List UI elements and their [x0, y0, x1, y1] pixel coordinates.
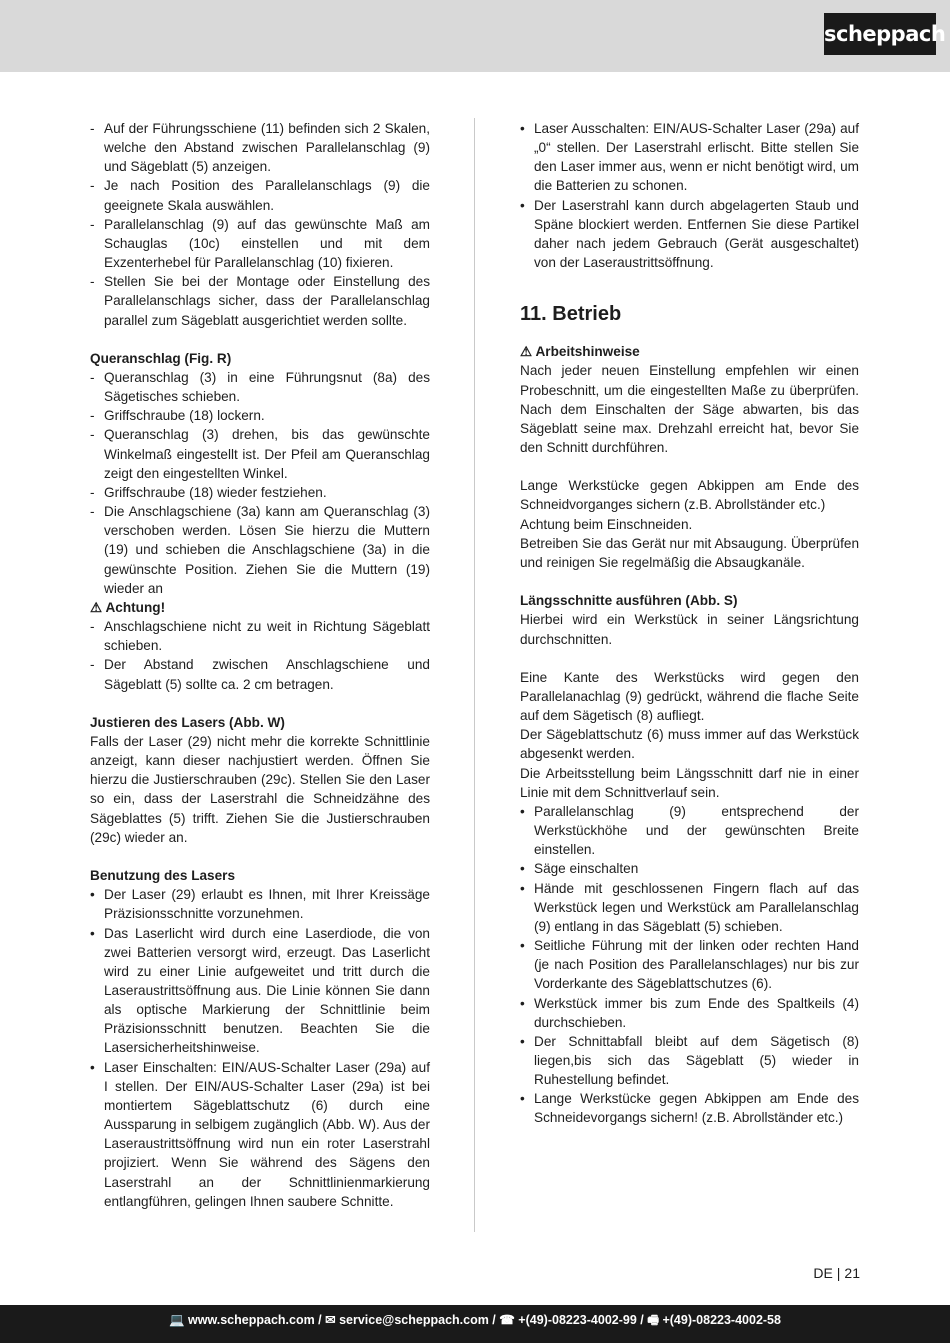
list-item: • Laser Ausschalten: EIN/AUS-Schalter Laser (29a) auf „0“ stellen. Der Laserstrahl erlischt. Bitte stellen Sie den Laser immer aus, wenn er nicht benötigt wird, um die Batterien zu schonen. [520, 121, 859, 194]
section-title: 11. Betrieb [520, 303, 622, 326]
list-item: - Parallelanschlag (9) auf das gewünschte Maß am Schauglas (10c) einstellen und mit dem Exzenterhebel für Parallelanschlag (10) fixieren. [90, 216, 430, 271]
list-item: • Hände mit geschlossenen Fingern flach auf das Werkstück legen und Werkstück am Parallelanschlag (9) entlang in das Sägeblatt (5) schieben. [520, 880, 859, 934]
list-item: • Werkstück immer bis zum Ende des Spaltkeils (4) durchschieben. [520, 995, 859, 1030]
list-item: • Laser Einschalten: EIN/AUS-Schalter Laser (29a) auf I stellen. Der EIN/AUS-Schalter Laser (29a) ist bei montiertem Sägeblattschutz (6) durch eine Aussparung in selbigem zugänglich (Abb. W). Aus der Laseraustrittsöffnung wird nun ein roter Laserstrahl projiziert. Wenn Sie während des Sägens den Laserstrahl an der Schnittlinienmarkierung entlangführen, gelingen Ihnen saubere Schnitte. [90, 1059, 430, 1209]
column-divider [474, 118, 475, 1232]
list-item: - Der Abstand zwischen Anschlagschiene und Sägeblatt (5) sollte ca. 2 cm betragen. [90, 657, 430, 692]
heading-arbeitshinweise: ⚠ Arbeitshinweise [520, 344, 640, 360]
paragraph: Die Arbeitsstellung beim Längsschnitt darf nie in einer Linie mit dem Schnittverlauf sein. [520, 765, 859, 800]
language-code: DE [813, 1265, 833, 1281]
paragraph: Falls der Laser (29) nicht mehr die korrekte Schnittlinie anzeigt, kann dieser nachjustiert werden. Öffnen Sie hierzu die Justierschrauben (29c). Stellen Sie den Laser so ein, dass der Laserstrahl die Schneidzähne des Sägeblattes (5) trifft. Ziehen Sie die Justierschrauben (29c) wieder an. [90, 733, 430, 845]
list-item: - Griffschraube (18) lockern. [90, 408, 265, 424]
page-header [0, 0, 950, 72]
paragraph: Achtung beim Einschneiden. [520, 516, 693, 532]
heading-benutzung: Benutzung des Lasers [90, 868, 236, 884]
page-separator: | [836, 1265, 841, 1281]
paragraph: Betreiben Sie das Gerät nur mit Absaugung. Überprüfen und reinigen Sie regelmäßig die Absaugkanäle. [520, 535, 859, 570]
paragraph: Lange Werkstücke gegen Abkippen am Ende des Schneidvorganges sichern (z.B. Abrollständer etc.) [520, 478, 859, 513]
paragraph: Eine Kante des Werkstücks wird gegen den Parallelanachlag (9) gedrückt, während die flache Seite auf dem Sägetisch (8) aufliegt. [520, 669, 859, 724]
right-column [520, 119, 859, 1128]
left-column [90, 119, 430, 1211]
list-item: - Je nach Position des Parallelanschlags (9) die geeignete Skala auswählen. [90, 178, 430, 213]
heading-queranschlag: Queranschlag (Fig. R) [90, 350, 232, 366]
list-item: - Anschlagschiene nicht zu weit in Richtung Sägeblatt schieben. [90, 619, 430, 654]
paragraph: Nach jeder neuen Einstellung empfehlen wir einen Probeschnitt, um die eingestellten Maße zu überprüfen. Nach dem Einschalten der Säge abwarten, bis das Sägeblatt seine max. Drehzahl erreicht hat, bevor Sie den Schnitt durchführen. [520, 363, 859, 456]
heading-laengsschnitte: Längsschnitte ausführen (Abb. S) [520, 593, 738, 609]
list-item: • Der Laser (29) erlaubt es Ihnen, mit Ihrer Kreissäge Präzisionsschnitte vorzunehmen. [90, 887, 430, 922]
scheppach-logo: scheppach [824, 13, 936, 55]
paragraph: Der Sägeblattschutz (6) muss immer auf das Werkstück abgesenkt werden. [520, 727, 859, 762]
page-number-value: 21 [844, 1265, 860, 1281]
list-item: • Der Laserstrahl kann durch abgelagerten Staub und Späne blockiert werden. Entfernen Sie diese Partikel daher nach jedem Gebrauch (Gerät ausgeschaltet) von der Laseraustrittsöffnung. [520, 197, 859, 271]
warning-icon: ⚠ [90, 599, 103, 615]
warning-icon: ⚠ [520, 344, 533, 360]
list-item: - Queranschlag (3) drehen, bis das gewünschte Winkelmaß eingestellt ist. Der Pfeil am Queranschlag zeigt den eingestellten Winkel. [90, 427, 430, 481]
list-item: - Queranschlag (3) in eine Führungsnut (8a) des Sägetisches schieben. [90, 370, 430, 405]
list-item: - Die Anschlagschiene (3a) kann am Queranschlag (3) verschoben werden. Lösen Sie hierzu die Muttern (19) und schieben die Anschlagschiene (3a) in die gewünschte Position. Ziehen Sie die Muttern (19) wieder an [90, 504, 430, 596]
list-item: • Lange Werkstücke gegen Abkippen am Ende des Schneidevorgangs sichern! (z.B. Abrollständer etc.) [520, 1091, 859, 1126]
list-item: • Der Schnittabfall bleibt auf dem Sägetisch (8) liegen,bis sich das Sägeblatt (5) wieder in Ruhestellung befindet. [520, 1033, 859, 1088]
list-item: • Parallelanschlag (9) entsprechend der Werkstückhöhe und der gewünschten Breite einstellen. [520, 803, 859, 858]
list-item: - Auf der Führungsschiene (11) befinden sich 2 Skalen, welche den Abstand zwischen Parallelanschlag (9) und Sägeblatt (5) anzeigen. [90, 121, 430, 175]
list-item: - Griffschraube (18) wieder festziehen. [90, 484, 327, 500]
page-footer: 💻 www.scheppach.com / ✉ service@scheppach.com / ☎ +(49)-08223-4002-99 / 🖷 +(49)-08223-4002-58 [0, 1305, 950, 1343]
list-item: • Säge einschalten [520, 861, 639, 877]
list-item: • Das Laserlicht wird durch eine Laserdiode, die von zwei Batterien versorgt wird, erzeugt. Das Laserlicht wird zu einer Linie aufgeweitet und tritt durch die Laseraustrittsöffnung aus. Die Linie können Sie dann als optische Markierung der Schnittlinie beim Präzisionsschnitt benutzen. Beachten Sie die Lasersicherheitshinweise. [90, 925, 430, 1056]
page-number [813, 1265, 860, 1281]
warning-heading: ⚠ Achtung! [90, 599, 166, 615]
list-item: • Seitliche Führung mit der linken oder rechten Hand (je nach Position des Parallelanschlages) nur bis zur Vorderkante des Sägeblattschutzes (6). [520, 938, 859, 992]
paragraph: Hierbei wird ein Werkstück in seiner Längsrichtung durchschnitten. [520, 612, 859, 647]
heading-justieren: Justieren des Lasers (Abb. W) [90, 714, 285, 730]
list-item: - Stellen Sie bei der Montage oder Einstellung des Parallelanschlags sicher, dass der Parallelanschlag parallel zum Sägeblatt ausgerichtiet werden sollte. [90, 274, 430, 328]
